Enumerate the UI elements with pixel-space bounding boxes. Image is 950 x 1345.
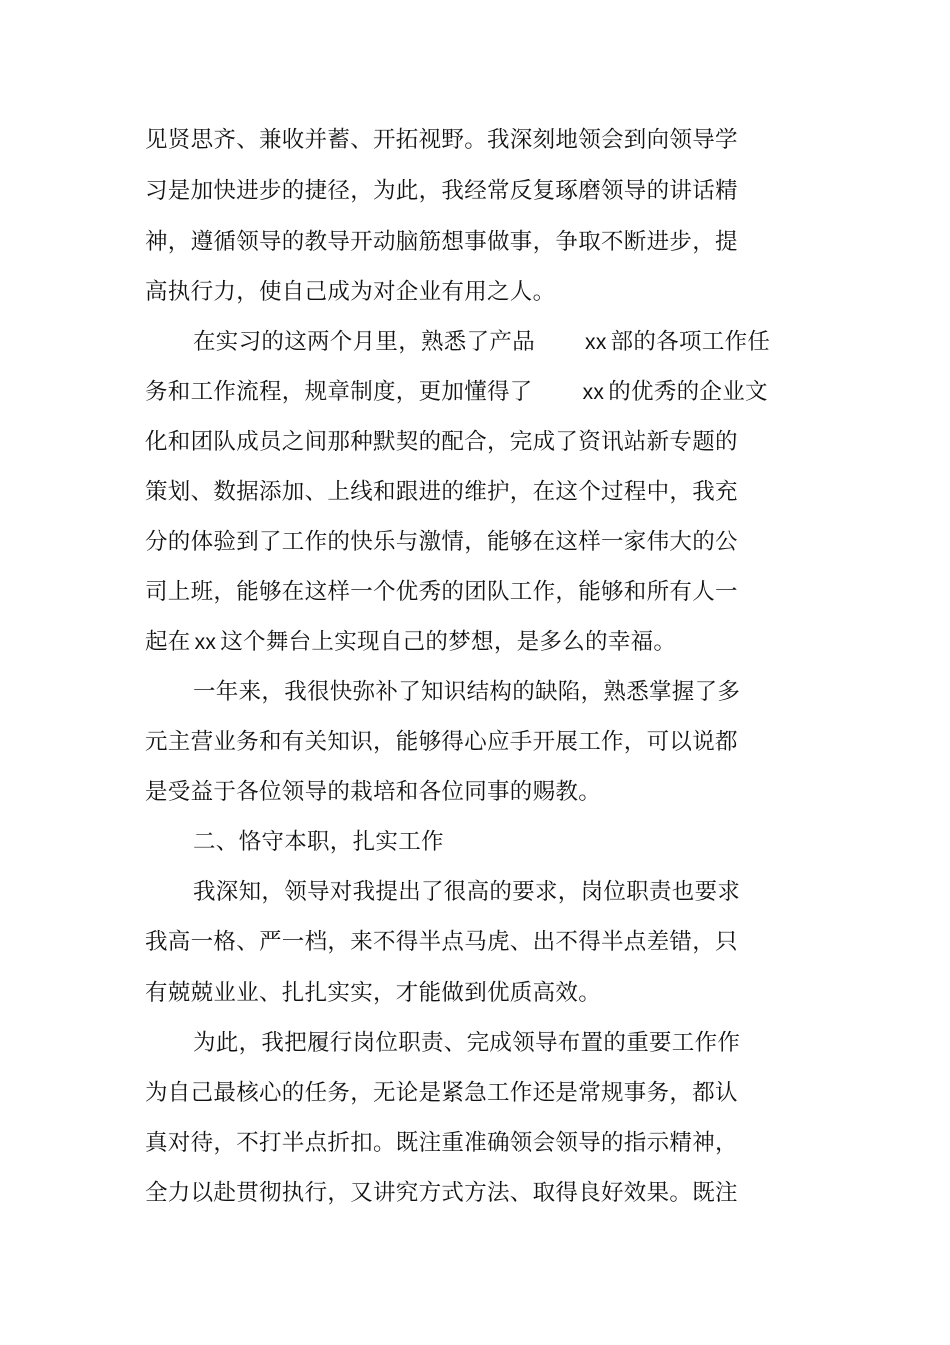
text-line: 真对待，不打半点折扣。既注重准确领会领导的指示精神， — [145, 1130, 738, 1156]
text-line — [145, 376, 768, 408]
text-line: 策划、数据添加、上线和跟进的维护，在这个过程中，我充 — [145, 479, 738, 505]
text-segment: 的优秀的企业文 — [608, 379, 768, 405]
text-line: 为自己最核心的任务，无论是紧急工作还是常规事务，都认 — [145, 1080, 738, 1106]
text-line — [193, 326, 770, 358]
placeholder-xx: xx — [585, 331, 607, 354]
text-line: 司上班，能够在这样一个优秀的团队工作，能够和所有人一 — [145, 579, 738, 605]
text-line: 一年来，我很快弥补了知识结构的缺陷，熟悉掌握了多 — [193, 679, 741, 705]
text-line: 化和团队成员之间那种默契的配合，完成了资讯站新专题的 — [145, 429, 738, 455]
text-line: 有兢兢业业、扎扎实实，才能做到优质高效。 — [145, 980, 602, 1006]
text-line: 习是加快进步的捷径，为此，我经常反复琢磨领导的讲话精 — [145, 178, 738, 204]
text-line: 我深知，领导对我提出了很高的要求，岗位职责也要求 — [193, 879, 741, 905]
text-line: 是受益于各位领导的栽培和各位同事的赐教。 — [145, 779, 602, 805]
placeholder-xx: xx — [194, 631, 217, 654]
text-segment: 部的各项工作任 — [610, 329, 771, 355]
text-segment: 这个舞台上实现自己的梦想，是多么的幸福。 — [220, 629, 677, 655]
text-line: 高执行力，使自己成为对企业有用之人。 — [145, 279, 556, 305]
section-heading: 二、恪守本职，扎实工作 — [193, 829, 444, 855]
text-line: 元主营业务和有关知识，能够得心应手开展工作，可以说都 — [145, 729, 738, 755]
text-line: 神，遵循领导的教导开动脑筋想事做事，争取不断进步，提 — [145, 229, 738, 255]
placeholder-xx: xx — [582, 381, 605, 404]
text-line: 见贤思齐、兼收并蓄、开拓视野。我深刻地领会到向领导学 — [145, 127, 738, 153]
text-line: 全力以赴贯彻执行，又讲究方式方法、取得良好效果。既注 — [145, 1180, 738, 1206]
text-line: 为此，我把履行岗位职责、完成领导布置的重要工作作 — [193, 1030, 741, 1056]
text-segment: 起在 — [145, 629, 191, 655]
text-segment: 务和工作流程，规章制度，更加懂得了 — [145, 379, 533, 405]
text-line: 分的体验到了工作的快乐与激情，能够在这样一家伟大的公 — [145, 529, 738, 555]
text-line: 我高一格、严一档，来不得半点马虎、出不得半点差错，只 — [145, 929, 738, 955]
text-line — [145, 626, 676, 658]
text-segment: 在实习的这两个月里，熟悉了产品 — [193, 329, 536, 355]
